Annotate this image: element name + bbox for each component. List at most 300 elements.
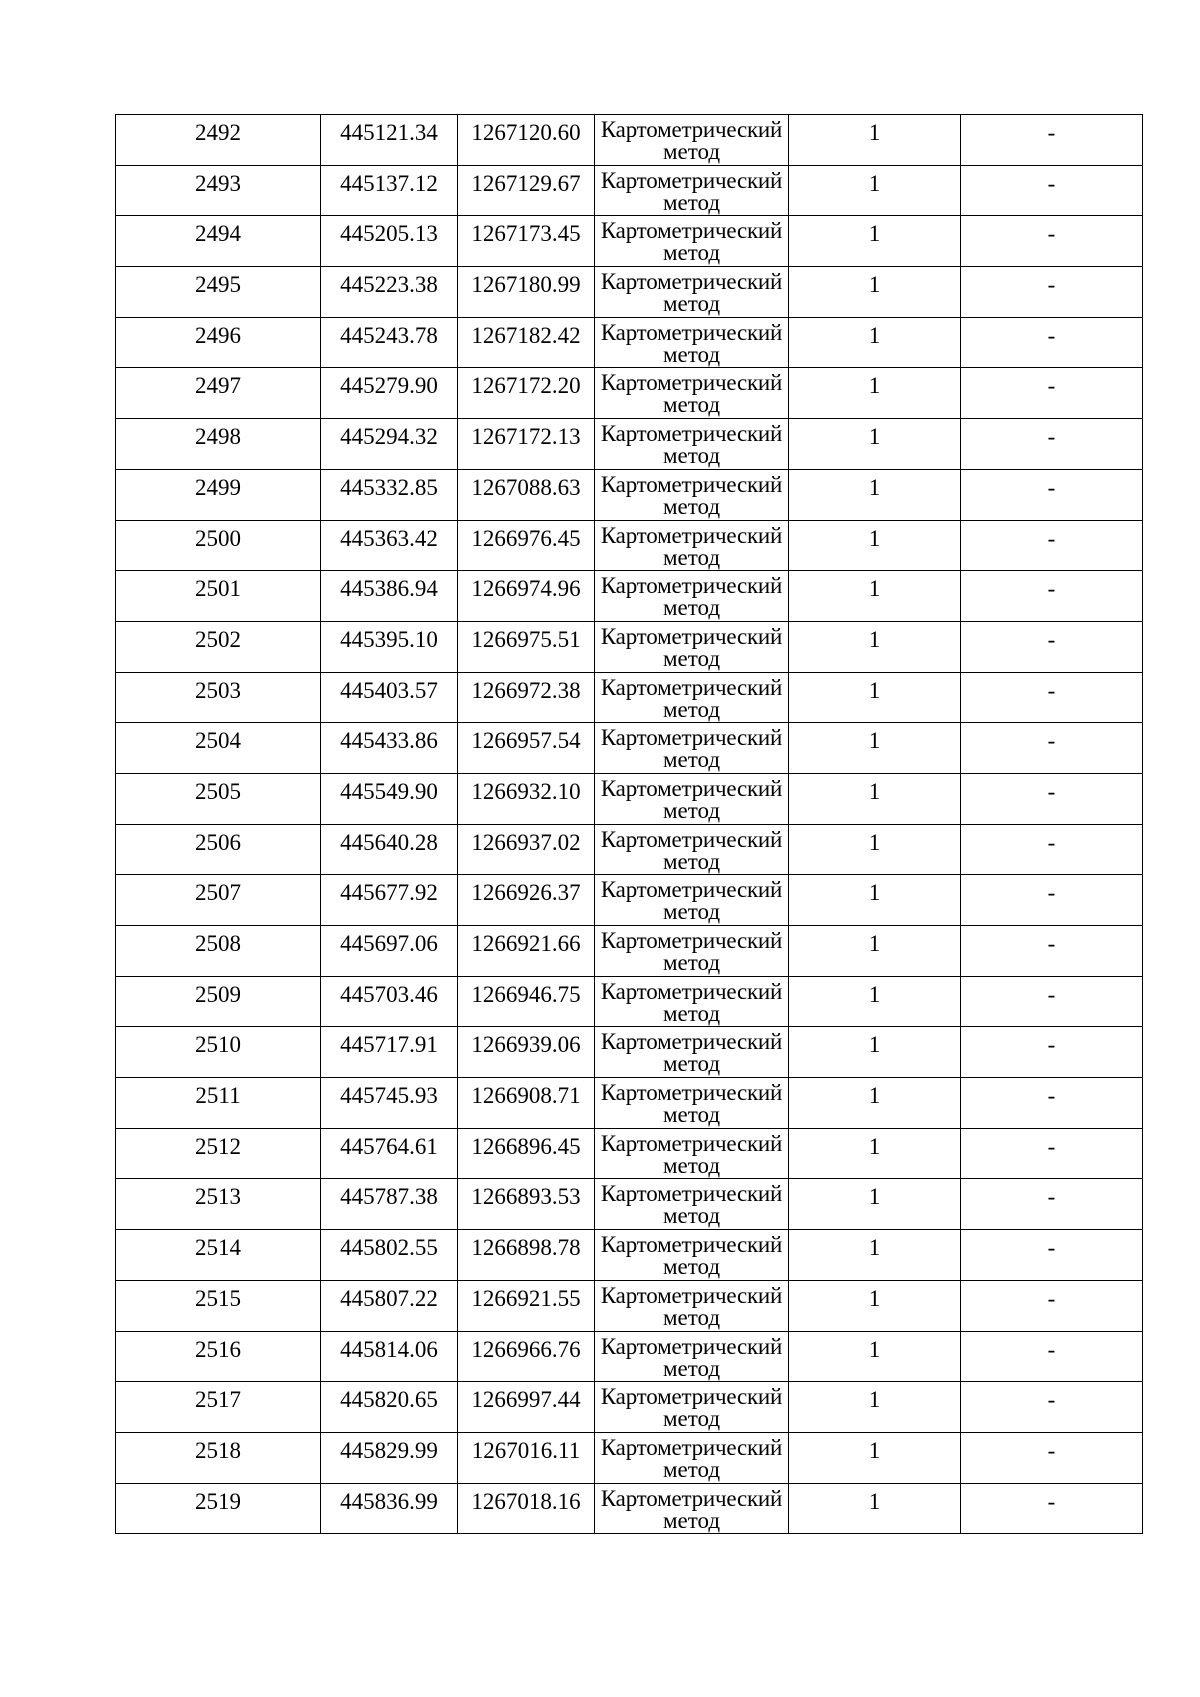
x-coordinate: 445836.99 xyxy=(340,1488,438,1514)
method-line-1: Картометрический xyxy=(600,928,783,953)
accuracy-value: 1 xyxy=(868,931,881,956)
point-number-cell xyxy=(116,1331,321,1382)
table-row xyxy=(116,1280,1143,1331)
y-coordinate: 1267088.63 xyxy=(471,474,581,500)
method-line-2: метод xyxy=(662,747,721,773)
method-line-1: Картометрический xyxy=(600,269,783,295)
y-coordinate-cell xyxy=(458,1128,595,1179)
note-value: - xyxy=(1047,1488,1056,1514)
x-coordinate: 445137.12 xyxy=(340,170,438,196)
y-coordinate: 1267016.11 xyxy=(471,1437,581,1463)
note-value: - xyxy=(1047,1133,1056,1159)
point-number-cell xyxy=(116,419,321,470)
y-coordinate-cell xyxy=(458,672,595,723)
note-cell xyxy=(961,1483,1143,1534)
x-coordinate-cell xyxy=(321,976,458,1027)
note-cell xyxy=(961,419,1143,470)
accuracy-cell xyxy=(789,1483,961,1534)
x-coordinate-cell xyxy=(321,926,458,977)
x-coordinate-cell xyxy=(321,1179,458,1230)
method-line-2: метод xyxy=(662,1051,721,1077)
method-line-2: метод xyxy=(662,493,721,519)
y-coordinate-cell xyxy=(458,165,595,216)
table-row xyxy=(116,824,1143,875)
y-coordinate-cell xyxy=(458,976,595,1027)
x-coordinate: 445223.38 xyxy=(340,272,438,298)
point-number: 2506 xyxy=(195,829,241,855)
y-coordinate: 1267172.20 xyxy=(471,373,581,399)
y-coordinate-cell xyxy=(458,926,595,977)
table-row xyxy=(116,115,1143,166)
x-coordinate: 445829.99 xyxy=(340,1437,438,1463)
method-cell xyxy=(595,672,789,723)
point-number: 2512 xyxy=(195,1133,241,1159)
note-cell xyxy=(961,1179,1143,1230)
x-coordinate-cell xyxy=(321,267,458,318)
point-number-cell xyxy=(116,368,321,419)
accuracy-value: 1 xyxy=(868,1083,881,1109)
note-value: - xyxy=(1047,1387,1056,1413)
note-cell xyxy=(961,875,1143,926)
method-cell xyxy=(595,1179,789,1230)
method-line-1: Картометрический xyxy=(600,1282,783,1308)
accuracy-value: 1 xyxy=(868,525,881,551)
point-number: 2503 xyxy=(195,677,241,703)
method-line-2: метод xyxy=(662,696,721,722)
note-cell xyxy=(961,621,1143,672)
method-line-2: метод xyxy=(662,1254,721,1280)
method-cell xyxy=(595,1027,789,1078)
method-cell xyxy=(595,267,789,318)
method-line-1: Картометрический xyxy=(600,522,783,548)
accuracy-value: 1 xyxy=(868,1488,881,1514)
x-coordinate: 445820.65 xyxy=(340,1387,438,1413)
x-coordinate: 445745.93 xyxy=(340,1083,438,1109)
note-value: - xyxy=(1047,1336,1056,1362)
accuracy-value: 1 xyxy=(868,1032,881,1058)
accuracy-value: 1 xyxy=(868,221,881,247)
accuracy-value: 1 xyxy=(868,1437,881,1463)
x-coordinate-cell xyxy=(321,216,458,267)
point-number-cell xyxy=(116,520,321,571)
accuracy-cell xyxy=(789,1280,961,1331)
method-line-2: метод xyxy=(662,139,721,164)
y-coordinate-cell xyxy=(458,1280,595,1331)
x-coordinate-cell xyxy=(321,723,458,774)
table-row xyxy=(116,216,1143,267)
note-value: - xyxy=(1047,525,1056,551)
y-coordinate: 1267173.45 xyxy=(471,221,581,247)
note-value: - xyxy=(1047,1285,1056,1311)
note-cell xyxy=(961,1078,1143,1129)
method-line-1: Картометрический xyxy=(600,1333,783,1359)
point-number-cell xyxy=(116,875,321,926)
y-coordinate-cell xyxy=(458,216,595,267)
point-number: 2493 xyxy=(195,170,241,196)
table-row xyxy=(116,267,1143,318)
x-coordinate: 445332.85 xyxy=(340,474,438,500)
y-coordinate-cell xyxy=(458,1078,595,1129)
note-cell xyxy=(961,723,1143,774)
accuracy-cell xyxy=(789,1230,961,1281)
accuracy-cell xyxy=(789,1179,961,1230)
x-coordinate-cell xyxy=(321,1382,458,1433)
x-coordinate: 445814.06 xyxy=(340,1336,438,1362)
x-coordinate: 445433.86 xyxy=(340,728,438,754)
note-value: - xyxy=(1047,1184,1056,1210)
table-row xyxy=(116,419,1143,470)
method-line-2: метод xyxy=(662,189,721,215)
method-line-1: Картометрический xyxy=(600,319,783,345)
x-coordinate: 445386.94 xyxy=(340,576,438,602)
method-line-1: Картометрический xyxy=(600,1080,783,1106)
method-line-2: метод xyxy=(662,950,721,975)
point-number-cell xyxy=(116,773,321,824)
note-value: - xyxy=(1047,474,1056,500)
table-row xyxy=(116,672,1143,723)
table-row xyxy=(116,723,1143,774)
method-line-1: Картометрический xyxy=(600,370,783,396)
method-line-2: метод xyxy=(662,341,721,367)
method-line-2: метод xyxy=(662,645,721,671)
table-row xyxy=(116,520,1143,571)
y-coordinate-cell xyxy=(458,1230,595,1281)
accuracy-value: 1 xyxy=(868,1235,881,1261)
point-number-cell xyxy=(116,267,321,318)
y-coordinate-cell xyxy=(458,368,595,419)
x-coordinate: 445395.10 xyxy=(340,626,438,652)
method-cell xyxy=(595,1331,789,1382)
note-cell xyxy=(961,368,1143,419)
x-coordinate: 445363.42 xyxy=(340,525,438,551)
point-number: 2513 xyxy=(195,1184,241,1210)
x-coordinate-cell xyxy=(321,571,458,622)
y-coordinate-cell xyxy=(458,520,595,571)
x-coordinate: 445697.06 xyxy=(340,931,438,956)
method-line-1: Картометрический xyxy=(600,1485,783,1511)
method-cell xyxy=(595,723,789,774)
note-cell xyxy=(961,926,1143,977)
y-coordinate-cell xyxy=(458,723,595,774)
x-coordinate-cell xyxy=(321,773,458,824)
point-number: 2495 xyxy=(195,272,241,298)
accuracy-cell xyxy=(789,1078,961,1129)
point-number-cell xyxy=(116,926,321,977)
y-coordinate: 1266937.02 xyxy=(471,829,581,855)
x-coordinate: 445403.57 xyxy=(340,677,438,703)
method-line-1: Картометрический xyxy=(600,117,783,142)
point-number: 2505 xyxy=(195,778,241,804)
y-coordinate-cell xyxy=(458,1179,595,1230)
accuracy-value: 1 xyxy=(868,829,881,855)
table-row xyxy=(116,773,1143,824)
note-cell xyxy=(961,773,1143,824)
y-coordinate: 1266972.38 xyxy=(471,677,581,703)
x-coordinate-cell xyxy=(321,875,458,926)
point-number-cell xyxy=(116,1382,321,1433)
method-line-2: метод xyxy=(662,1152,721,1178)
y-coordinate: 1267172.13 xyxy=(471,424,581,450)
x-coordinate: 445807.22 xyxy=(340,1285,438,1311)
accuracy-cell xyxy=(789,469,961,520)
accuracy-cell xyxy=(789,115,961,166)
x-coordinate-cell xyxy=(321,419,458,470)
point-number: 2494 xyxy=(195,221,241,247)
method-line-2: метод xyxy=(662,1203,721,1229)
method-line-1: Картометрический xyxy=(600,877,783,903)
accuracy-cell xyxy=(789,267,961,318)
note-value: - xyxy=(1047,1235,1056,1261)
note-value: - xyxy=(1047,424,1056,450)
method-line-1: Картометрический xyxy=(600,623,783,649)
x-coordinate-cell xyxy=(321,672,458,723)
y-coordinate-cell xyxy=(458,1483,595,1534)
point-number-cell xyxy=(116,317,321,368)
note-cell xyxy=(961,469,1143,520)
accuracy-value: 1 xyxy=(868,373,881,399)
note-cell xyxy=(961,165,1143,216)
accuracy-value: 1 xyxy=(868,474,881,500)
method-cell xyxy=(595,115,789,166)
point-number: 2510 xyxy=(195,1032,241,1058)
point-number: 2515 xyxy=(195,1285,241,1311)
method-line-1: Картометрический xyxy=(600,421,783,447)
method-line-1: Картометрический xyxy=(600,1434,783,1460)
y-coordinate-cell xyxy=(458,419,595,470)
point-number: 2499 xyxy=(195,474,241,500)
y-coordinate: 1266976.45 xyxy=(471,525,581,551)
x-coordinate-cell xyxy=(321,317,458,368)
y-coordinate: 1266966.76 xyxy=(471,1336,581,1362)
point-number-cell xyxy=(116,824,321,875)
accuracy-value: 1 xyxy=(868,120,881,145)
y-coordinate: 1266908.71 xyxy=(471,1083,581,1109)
table-row xyxy=(116,317,1143,368)
y-coordinate: 1266997.44 xyxy=(471,1387,581,1413)
point-number-cell xyxy=(116,1230,321,1281)
x-coordinate: 445294.32 xyxy=(340,424,438,450)
method-cell xyxy=(595,165,789,216)
accuracy-cell xyxy=(789,571,961,622)
method-cell xyxy=(595,317,789,368)
accuracy-value: 1 xyxy=(868,728,881,754)
y-coordinate-cell xyxy=(458,1331,595,1382)
y-coordinate: 1266939.06 xyxy=(471,1032,581,1058)
note-value: - xyxy=(1047,778,1056,804)
accuracy-value: 1 xyxy=(868,170,881,196)
accuracy-value: 1 xyxy=(868,880,881,906)
coordinates-table xyxy=(115,114,1143,1534)
method-cell xyxy=(595,1483,789,1534)
method-line-1: Картометрический xyxy=(600,1130,783,1156)
y-coordinate-cell xyxy=(458,824,595,875)
note-cell xyxy=(961,824,1143,875)
point-number-cell xyxy=(116,469,321,520)
note-cell xyxy=(961,317,1143,368)
accuracy-cell xyxy=(789,216,961,267)
method-cell xyxy=(595,571,789,622)
point-number: 2500 xyxy=(195,525,241,551)
accuracy-value: 1 xyxy=(868,778,881,804)
y-coordinate-cell xyxy=(458,875,595,926)
y-coordinate: 1266898.78 xyxy=(471,1235,581,1261)
accuracy-value: 1 xyxy=(868,981,881,1007)
y-coordinate: 1266932.10 xyxy=(471,778,581,804)
x-coordinate: 445787.38 xyxy=(340,1184,438,1210)
x-coordinate-cell xyxy=(321,1483,458,1534)
note-cell xyxy=(961,1432,1143,1483)
note-cell xyxy=(961,115,1143,166)
table-row xyxy=(116,1128,1143,1179)
point-number-cell xyxy=(116,1078,321,1129)
note-value: - xyxy=(1047,1437,1056,1463)
accuracy-cell xyxy=(789,520,961,571)
note-value: - xyxy=(1047,626,1056,652)
point-number: 2516 xyxy=(195,1336,241,1362)
y-coordinate: 1266896.45 xyxy=(471,1133,581,1159)
point-number-cell xyxy=(116,1027,321,1078)
y-coordinate: 1267182.42 xyxy=(471,322,581,348)
note-value: - xyxy=(1047,677,1056,703)
method-line-2: метод xyxy=(662,899,721,925)
point-number-cell xyxy=(116,976,321,1027)
method-cell xyxy=(595,1128,789,1179)
point-number-cell xyxy=(116,621,321,672)
y-coordinate: 1267129.67 xyxy=(471,170,581,196)
point-number: 2498 xyxy=(195,424,241,450)
method-line-2: метод xyxy=(662,392,721,418)
accuracy-value: 1 xyxy=(868,626,881,652)
y-coordinate: 1266946.75 xyxy=(471,981,581,1007)
x-coordinate-cell xyxy=(321,520,458,571)
point-number-cell xyxy=(116,165,321,216)
accuracy-value: 1 xyxy=(868,272,881,298)
accuracy-cell xyxy=(789,317,961,368)
method-cell xyxy=(595,419,789,470)
table-body xyxy=(116,115,1143,1534)
y-coordinate: 1267120.60 xyxy=(471,120,581,145)
method-cell xyxy=(595,216,789,267)
note-cell xyxy=(961,1331,1143,1382)
table-row xyxy=(116,621,1143,672)
x-coordinate-cell xyxy=(321,165,458,216)
method-line-1: Картометрический xyxy=(600,1232,783,1258)
y-coordinate-cell xyxy=(458,267,595,318)
y-coordinate-cell xyxy=(458,621,595,672)
note-value: - xyxy=(1047,272,1056,298)
point-number: 2519 xyxy=(195,1488,241,1514)
point-number: 2518 xyxy=(195,1437,241,1463)
accuracy-cell xyxy=(789,165,961,216)
method-line-1: Картометрический xyxy=(600,1029,783,1055)
table-row xyxy=(116,469,1143,520)
accuracy-cell xyxy=(789,773,961,824)
point-number: 2509 xyxy=(195,981,241,1007)
method-line-1: Картометрический xyxy=(600,471,783,497)
y-coordinate: 1266926.37 xyxy=(471,880,581,906)
note-cell xyxy=(961,976,1143,1027)
method-line-2: метод xyxy=(662,1507,721,1533)
x-coordinate-cell xyxy=(321,824,458,875)
table-row xyxy=(116,1432,1143,1483)
method-cell xyxy=(595,368,789,419)
y-coordinate: 1266921.66 xyxy=(471,931,581,956)
method-cell xyxy=(595,976,789,1027)
method-line-1: Картометрический xyxy=(600,573,783,599)
table-row xyxy=(116,1230,1143,1281)
note-value: - xyxy=(1047,880,1056,906)
x-coordinate-cell xyxy=(321,1078,458,1129)
method-line-1: Картометрический xyxy=(600,978,783,1004)
accuracy-cell xyxy=(789,672,961,723)
table-row xyxy=(116,368,1143,419)
note-value: - xyxy=(1047,981,1056,1007)
accuracy-cell xyxy=(789,621,961,672)
method-cell xyxy=(595,1432,789,1483)
y-coordinate-cell xyxy=(458,773,595,824)
table-row xyxy=(116,1179,1143,1230)
table-row xyxy=(116,1078,1143,1129)
y-coordinate-cell xyxy=(458,1432,595,1483)
accuracy-cell xyxy=(789,1331,961,1382)
point-number: 2517 xyxy=(195,1387,241,1413)
y-coordinate-cell xyxy=(458,571,595,622)
accuracy-cell xyxy=(789,976,961,1027)
accuracy-value: 1 xyxy=(868,1184,881,1210)
table-row xyxy=(116,1331,1143,1382)
point-number-cell xyxy=(116,723,321,774)
point-number-cell xyxy=(116,672,321,723)
method-line-2: метод xyxy=(662,848,721,874)
method-line-2: метод xyxy=(662,443,721,469)
table-row xyxy=(116,1483,1143,1534)
y-coordinate: 1267180.99 xyxy=(471,272,581,298)
y-coordinate: 1267018.16 xyxy=(471,1488,581,1514)
note-value: - xyxy=(1047,931,1056,956)
note-value: - xyxy=(1047,1032,1056,1058)
note-value: - xyxy=(1047,576,1056,602)
method-cell xyxy=(595,621,789,672)
accuracy-cell xyxy=(789,926,961,977)
y-coordinate-cell xyxy=(458,115,595,166)
accuracy-cell xyxy=(789,368,961,419)
method-line-1: Картометрический xyxy=(600,674,783,700)
accuracy-cell xyxy=(789,419,961,470)
point-number: 2504 xyxy=(195,728,241,754)
point-number: 2501 xyxy=(195,576,241,602)
note-cell xyxy=(961,1027,1143,1078)
accuracy-value: 1 xyxy=(868,1336,881,1362)
point-number-cell xyxy=(116,1432,321,1483)
x-coordinate: 445205.13 xyxy=(340,221,438,247)
method-line-1: Картометрический xyxy=(600,1384,783,1410)
accuracy-value: 1 xyxy=(868,576,881,602)
note-cell xyxy=(961,1230,1143,1281)
note-cell xyxy=(961,672,1143,723)
accuracy-cell xyxy=(789,1027,961,1078)
accuracy-cell xyxy=(789,723,961,774)
method-line-2: метод xyxy=(662,1355,721,1381)
x-coordinate: 445703.46 xyxy=(340,981,438,1007)
x-coordinate-cell xyxy=(321,1027,458,1078)
point-number-cell xyxy=(116,216,321,267)
method-cell xyxy=(595,1230,789,1281)
note-cell xyxy=(961,1128,1143,1179)
method-line-2: метод xyxy=(662,797,721,823)
note-cell xyxy=(961,520,1143,571)
table-row xyxy=(116,165,1143,216)
y-coordinate: 1266957.54 xyxy=(471,728,581,754)
